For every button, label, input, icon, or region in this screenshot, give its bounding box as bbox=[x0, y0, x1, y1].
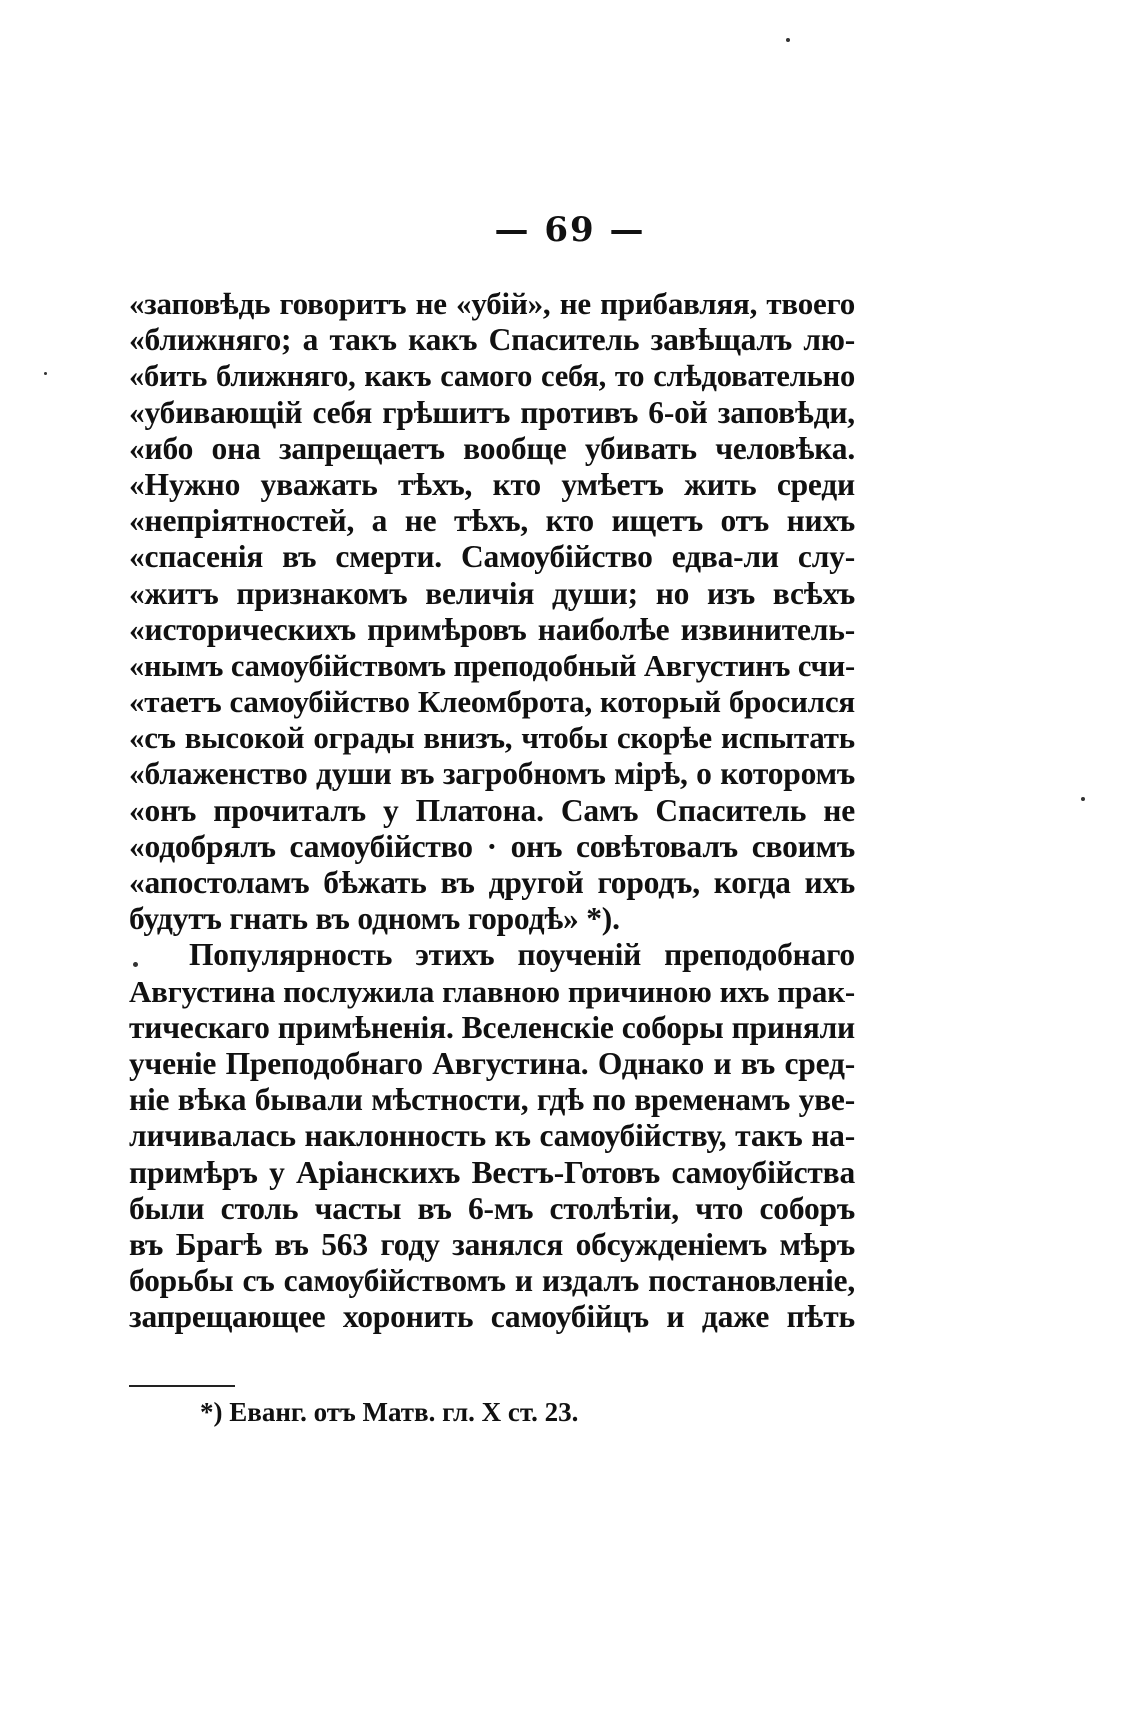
text-line: «Нужно уважать тѣхъ, кто умѣетъ жить среди bbox=[129, 466, 855, 502]
text-line: «апостоламъ бѣжать въ другой городъ, когда ихъ bbox=[129, 865, 855, 900]
page-number: — 69 — bbox=[494, 210, 646, 250]
text-line: Августина послужила главною причиною ихъ прак- bbox=[129, 973, 855, 1009]
text-line: «блаженство души въ загробномъ мірѣ, о которомъ bbox=[129, 756, 855, 792]
text-line: «нымъ самоубійствомъ преподобный Августинъ счи- bbox=[129, 648, 855, 683]
text-line: «историческихъ примѣровъ наиболѣе извинитель- bbox=[129, 611, 855, 647]
text-line: борьбы съ самоубійствомъ и издалъ постановленіе, bbox=[129, 1263, 855, 1299]
footnote: *) Еванг. отъ Матв. гл. X ст. 23. bbox=[200, 1397, 579, 1427]
text-line: «съ высокой ограды внизъ, чтобы скорѣе испытать bbox=[129, 720, 855, 756]
text-line: примѣръ у Аріанскихъ Вестъ-Готовъ самоубійства bbox=[129, 1154, 855, 1190]
footnote-divider bbox=[129, 1385, 235, 1387]
text-line: тическаго примѣненія. Вселенскіе соборы приняли bbox=[129, 1009, 855, 1045]
scan-speck bbox=[133, 962, 138, 967]
text-line: «ближняго; а такъ какъ Спаситель завѣщалъ лю- bbox=[129, 322, 855, 358]
text-line: Популярность этихъ поученій преподобнаго bbox=[189, 937, 855, 973]
text-line: были столь часты въ 6-мъ столѣтіи, что соборъ bbox=[129, 1190, 855, 1226]
paragraph-1 bbox=[129, 286, 855, 937]
text-line: ученіе Преподобнаго Августина. Однако и въ сред- bbox=[129, 1045, 855, 1081]
text-line: ніе вѣка бывали мѣстности, гдѣ по временамъ уве- bbox=[129, 1082, 855, 1118]
text-line: будутъ гнать въ одномъ городѣ» *). bbox=[129, 901, 620, 937]
text-line: въ Брагѣ въ 563 году занялся обсужденіемъ мѣръ bbox=[129, 1226, 855, 1262]
text-line: «бить ближняго, какъ самого себя, то слѣдовательно bbox=[129, 359, 855, 394]
text-line: «непріятностей, а не тѣхъ, кто ищетъ отъ нихъ bbox=[129, 503, 855, 539]
paragraph-2 bbox=[129, 937, 855, 1335]
text-line: «онъ прочиталъ у Платона. Самъ Спаситель не bbox=[129, 792, 855, 828]
text-line: «заповѣдь говоритъ не «убій», не прибавляя, твоего bbox=[129, 286, 855, 321]
scan-speck bbox=[44, 372, 47, 375]
scan-speck bbox=[786, 38, 790, 42]
text-line: «спасенія въ смерти. Самоубійство едва-ли слу- bbox=[129, 539, 855, 575]
text-line: «ибо она запрещаетъ вообще убивать человѣка. bbox=[129, 430, 855, 466]
text-line: личивалась наклонность къ самоубійству, такъ на- bbox=[129, 1118, 855, 1154]
text-line: «житъ признакомъ величія души; но изъ всѣхъ bbox=[129, 575, 855, 611]
text-line: «убивающій себя грѣшитъ противъ 6-ой заповѣди, bbox=[129, 394, 855, 430]
scan-speck bbox=[1081, 797, 1085, 801]
text-line: запрещающее хоронить самоубійцъ и даже пѣть bbox=[129, 1299, 855, 1335]
body-text bbox=[129, 286, 855, 1335]
text-line: «таетъ самоубійство Клеомброта, который бросился bbox=[129, 684, 855, 720]
text-line: «одобрялъ самоубійство · онъ совѣтовалъ своимъ bbox=[129, 828, 855, 864]
